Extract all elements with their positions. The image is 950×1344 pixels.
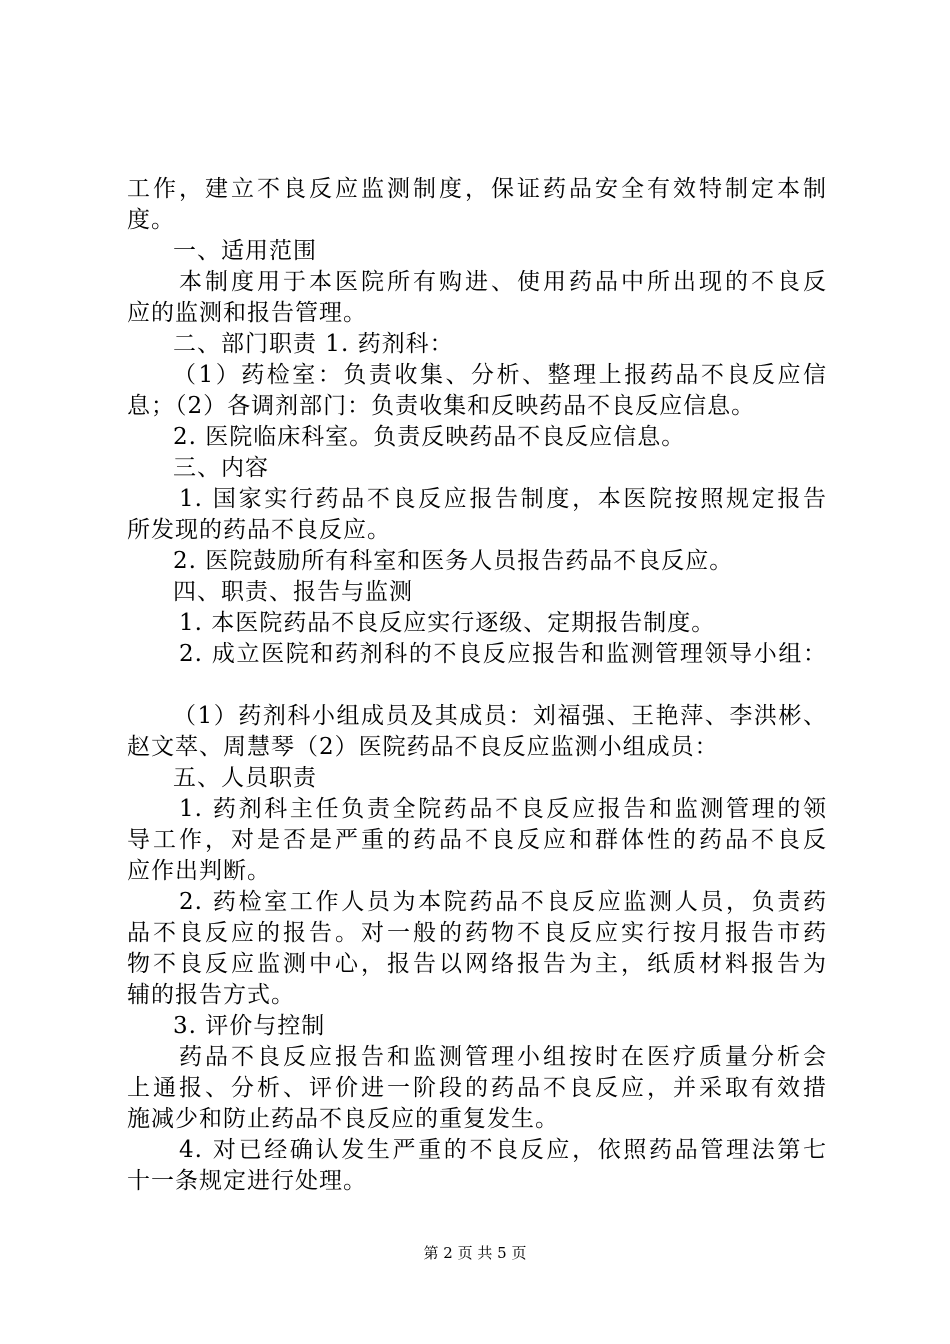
body-line: 度。	[127, 207, 175, 233]
body-line: 应作出判断。	[127, 858, 271, 884]
body-line: 1. 药剂科主任负责全院药品不良反应报告和监测管理的领	[179, 796, 827, 822]
body-line: 所发现的药品不良反应。	[127, 517, 391, 543]
body-line: 1. 本医院药品不良反应实行逐级、定期报告制度。	[179, 610, 716, 636]
body-line: 2. 医院临床科室。负责反映药品不良反应信息。	[173, 424, 686, 450]
body-line: （1）药剂科小组成员及其成员：刘福强、王艳萍、李洪彬、	[173, 703, 827, 729]
body-line: 本制度用于本医院所有购进、使用药品中所出现的不良反	[179, 269, 827, 295]
section-heading: 一、适用范围	[173, 238, 317, 264]
body-line: 赵文萃、周慧琴（2）医院药品不良反应监测小组成员：	[127, 734, 719, 760]
page-number-footer: 第 2 页 共 5 页	[423, 1244, 527, 1262]
body-line: 辅的报告方式。	[127, 982, 295, 1008]
body-line: （1）药检室：负责收集、分析、整理上报药品不良反应信	[173, 362, 827, 388]
body-line: 2. 医院鼓励所有科室和医务人员报告药品不良反应。	[173, 548, 734, 574]
section-heading: 五、人员职责	[173, 765, 317, 791]
body-line: 上通报、分析、评价进一阶段的药品不良反应，并采取有效措	[127, 1075, 827, 1101]
section-heading: 三、内容	[173, 455, 269, 481]
section-heading: 二、部门职责 1. 药剂科：	[173, 331, 454, 357]
body-line: 导工作，对是否是严重的药品不良反应和群体性的药品不良反	[127, 827, 827, 853]
subsection-heading: 3. 评价与控制	[173, 1013, 326, 1039]
body-line: 2. 成立医院和药剂科的不良反应报告和监测管理领导小组：	[179, 641, 827, 667]
body-line: 息；（2）各调剂部门：负责收集和反映药品不良反应信息。	[127, 393, 756, 419]
body-line: 应的监测和报告管理。	[127, 300, 367, 326]
body-line: 工作，建立不良反应监测制度，保证药品安全有效特制定本制	[127, 176, 827, 202]
body-line: 十一条规定进行处理。	[127, 1168, 367, 1194]
body-line: 药品不良反应报告和监测管理小组按时在医疗质量分析会	[179, 1044, 827, 1070]
document-body	[127, 174, 827, 1197]
body-line: 1. 国家实行药品不良反应报告制度，本医院按照规定报告	[179, 486, 827, 512]
section-heading: 四、职责、报告与监测	[173, 579, 413, 605]
body-line: 4. 对已经确认发生严重的不良反应，依照药品管理法第七	[179, 1137, 827, 1163]
body-line: 施减少和防止药品不良反应的重复发生。	[127, 1106, 559, 1132]
body-line: 2. 药检室工作人员为本院药品不良反应监测人员，负责药	[179, 889, 827, 915]
body-line: 物不良反应监测中心，报告以网络报告为主，纸质材料报告为	[127, 951, 827, 977]
body-line: 品不良反应的报告。对一般的药物不良反应实行按月报告市药	[127, 920, 827, 946]
